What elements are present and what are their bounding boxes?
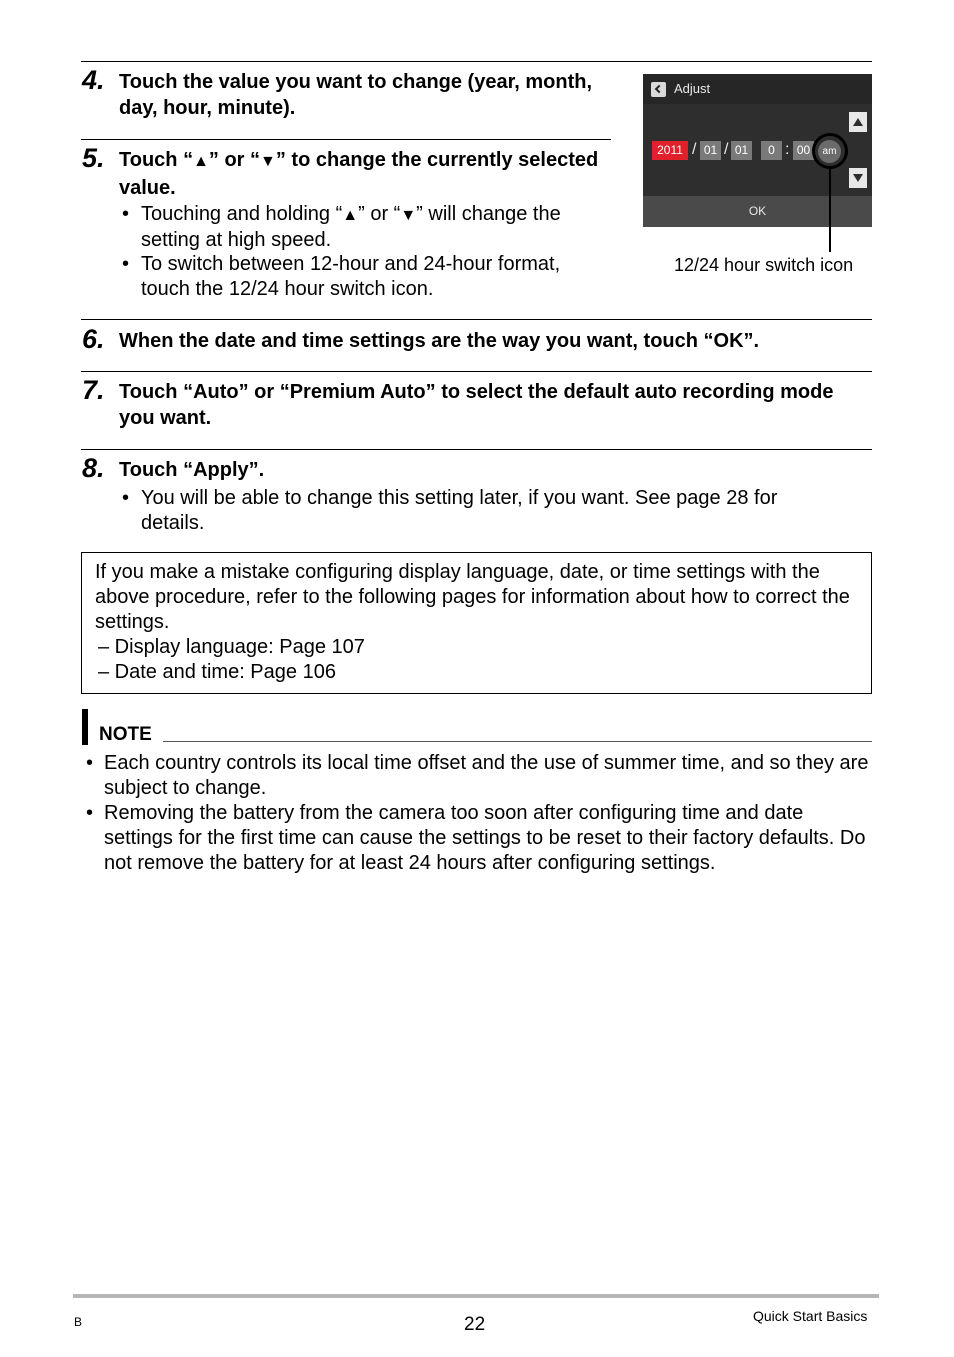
info-box <box>81 552 872 694</box>
step-5-bullet-1: • Touching and holding “▲” or “▼” will change the setting at high speed. <box>122 203 561 251</box>
step-6-divider <box>81 371 872 372</box>
note-rule <box>163 741 872 742</box>
date-separator: / <box>724 141 729 158</box>
step-4-divider <box>81 139 611 140</box>
back-arrow-icon <box>651 82 666 97</box>
step-7-number: 7. <box>82 375 105 405</box>
callout-leader-line <box>829 168 831 252</box>
step-5-bullet-2: • To switch between 12-hour and 24-hour format, touch the 12/24 hour switch icon. <box>122 253 561 300</box>
footer-left-code: B <box>74 1315 83 1329</box>
hour-field: 0 <box>761 141 782 160</box>
step-5-title: Touch “▲” or “▼” to change the currently selected value. <box>119 149 599 199</box>
step-8-number: 8. <box>82 453 105 483</box>
step-5-divider <box>81 319 872 320</box>
year-field: 2011 <box>652 141 688 160</box>
top-rule <box>81 61 872 62</box>
note-bullet-2: • Removing the battery from the camera too soon after configuring time and date settings for the first time can cause the settings to be reset to their factory defaults. Do not remove the battery for at least 24 hours after configuring settings. <box>86 802 866 874</box>
up-triangle-icon: ▲ <box>193 153 209 170</box>
up-arrow-button <box>849 112 867 132</box>
step-4-title: Touch the value you want to change (year, month, day, hour, minute). <box>119 71 593 119</box>
minute-field: 00 <box>793 141 814 160</box>
info-box-item: – Date and time: Page 106 <box>98 661 336 683</box>
down-triangle-icon: ▼ <box>400 207 417 224</box>
step-4-number: 4. <box>82 65 105 95</box>
down-triangle-icon: ▼ <box>260 153 276 170</box>
footer-rule <box>73 1294 879 1298</box>
step-6-title: When the date and time settings are the way you want, touch “OK”. <box>119 330 760 352</box>
date-separator: / <box>692 141 697 158</box>
step-7-divider <box>81 449 872 450</box>
note-marker-bar <box>82 709 88 745</box>
up-triangle-icon: ▲ <box>342 207 359 224</box>
info-box-text: If you make a mistake configuring display language, date, or time settings with the above procedure, refer to the following pages for information about how to correct the settings. <box>95 561 850 633</box>
down-arrow-button <box>849 168 867 188</box>
page-number: 22 <box>464 1314 486 1335</box>
note-bullet-1: • Each country controls its local time offset and the use of summer time, and so they are subject to change. <box>86 752 869 799</box>
callout-circle <box>812 133 848 169</box>
ok-button: OK <box>643 196 872 227</box>
step-8-title: Touch “Apply”. <box>119 459 265 481</box>
step-6-number: 6. <box>82 324 105 354</box>
ampm-switch-icon: am <box>818 140 841 163</box>
info-box-item: – Display language: Page 107 <box>98 636 365 658</box>
month-field: 01 <box>700 141 721 160</box>
screen-header-label: Adjust <box>674 81 711 96</box>
time-separator: : <box>785 141 790 158</box>
step-5-number: 5. <box>82 143 105 173</box>
note-label: NOTE <box>99 724 152 745</box>
callout-label: 12/24 hour switch icon <box>674 255 854 275</box>
step-7-title: Touch “Auto” or “Premium Auto” to select the default auto recording mode you want. <box>119 381 834 429</box>
footer-section-title: Quick Start Basics <box>753 1308 868 1324</box>
step-8-bullet: • You will be able to change this setting later, if you want. See page 28 for details. <box>122 487 778 534</box>
day-field: 01 <box>731 141 752 160</box>
